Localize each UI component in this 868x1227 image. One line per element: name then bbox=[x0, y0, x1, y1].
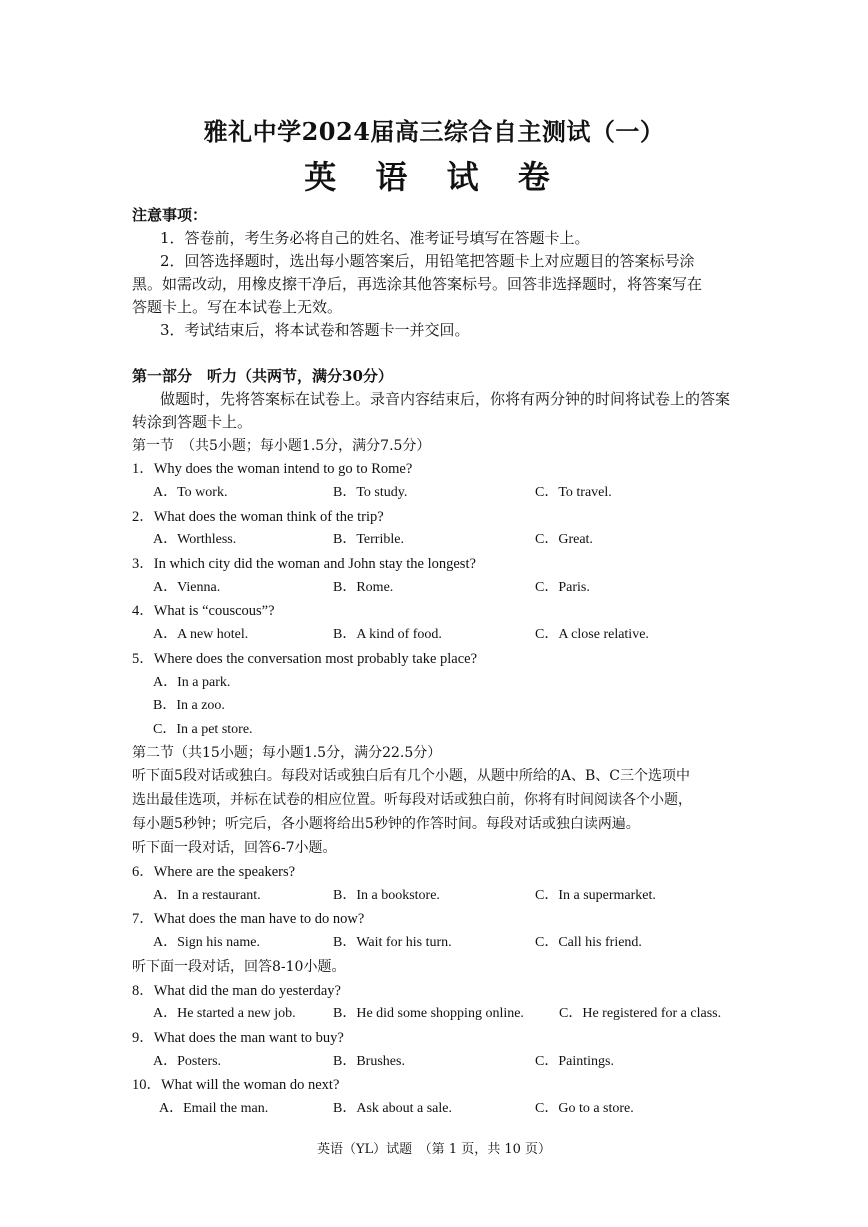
q9-option-a: A．Posters. bbox=[153, 1054, 222, 1069]
question-4: 4．What is “couscous”? bbox=[132, 603, 275, 619]
dialog-8-10-instruction: 听下面一段对话，回答8-10小题。 bbox=[132, 959, 346, 975]
notice-item-3: 3．考试结束后，将本试卷和答题卡一并交回。 bbox=[160, 321, 470, 339]
part1-heading: 第一部分 听力（共两节，满分30分） bbox=[132, 367, 393, 385]
section2-intro-line-2: 选出最佳选项，并标在试卷的相应位置。听每段对话或独白前，你将有时间阅读各个小题， bbox=[132, 792, 692, 808]
q6-option-c: C．In a supermarket. bbox=[535, 888, 656, 903]
q9-option-c: C．Paintings. bbox=[535, 1054, 614, 1069]
q4-option-c: C．A close relative. bbox=[535, 627, 649, 642]
q8-option-b: B．He did some shopping online. bbox=[333, 1006, 524, 1021]
notice-heading: 注意事项： bbox=[132, 206, 208, 224]
part1-intro-line-1: 做题时，先将答案标在试卷上。录音内容结束后，你将有两分钟的时间将试卷上的答案 bbox=[160, 390, 731, 408]
q1-option-a: A．To work. bbox=[153, 485, 228, 500]
q6-option-a: A．In a restaurant. bbox=[153, 888, 261, 903]
exam-title: 雅礼中学2024届高三综合自主测试（一） bbox=[203, 117, 665, 146]
q2-option-b: B．Terrible. bbox=[333, 532, 404, 547]
question-5: 5．Where does the conversation most probably take place? bbox=[132, 651, 478, 667]
question-3: 3．In which city did the woman and John stay the longest? bbox=[132, 556, 476, 572]
notice-item-2-line-2: 黑。如需改动，用橡皮擦干净后，再选涂其他答案标号。回答非选择题时，将答案写在 bbox=[132, 275, 703, 293]
notice-item-2-line-3: 答题卡上。写在本试卷上无效。 bbox=[132, 298, 343, 316]
question-10: 10．What will the woman do next? bbox=[132, 1077, 340, 1093]
question-7: 7．What does the man have to do now? bbox=[132, 911, 365, 927]
question-6: 6．Where are the speakers? bbox=[132, 864, 296, 880]
exam-subject-title: 英 语 试 卷 bbox=[304, 158, 564, 196]
section1-heading: 第一节 （共5小题；每小题1.5分，满分7.5分） bbox=[132, 438, 431, 454]
q1-option-c: C．To travel. bbox=[535, 485, 612, 500]
q5-option-a: A．In a park. bbox=[153, 675, 231, 690]
q6-option-b: B．In a bookstore. bbox=[333, 888, 440, 903]
q3-option-c: C．Paris. bbox=[535, 580, 590, 595]
q8-option-a: A．He started a new job. bbox=[153, 1006, 296, 1021]
q3-option-a: A．Vienna. bbox=[153, 580, 221, 595]
question-8: 8．What did the man do yesterday? bbox=[132, 983, 341, 999]
section2-intro-line-3: 每小题5秒钟；听完后，各小题将给出5秒钟的作答时间。每段对话或独白读两遍。 bbox=[132, 816, 640, 832]
dialog-6-7-instruction: 听下面一段对话，回答6-7小题。 bbox=[132, 840, 337, 856]
question-1: 1．Why does the woman intend to go to Rome? bbox=[132, 461, 413, 477]
section2-heading: 第二节（共15小题；每小题1.5分，满分22.5分） bbox=[132, 745, 442, 761]
q7-option-a: A．Sign his name. bbox=[153, 935, 260, 950]
page-footer: 英语（YL）试题 （第 1 页，共 10 页） bbox=[316, 1142, 552, 1157]
q9-option-b: B．Brushes. bbox=[333, 1054, 405, 1069]
q1-option-b: B．To study. bbox=[333, 485, 408, 500]
q3-option-b: B．Rome. bbox=[333, 580, 394, 595]
part1-intro-line-2: 转涂到答题卡上。 bbox=[132, 413, 253, 431]
notice-item-2-line-1: 2．回答选择题时，选出每小题答案后，用铅笔把答题卡上对应题目的答案标号涂 bbox=[160, 252, 695, 270]
q10-option-b: B．Ask about a sale. bbox=[333, 1101, 452, 1116]
question-9: 9．What does the man want to buy? bbox=[132, 1030, 344, 1046]
q10-option-a: A．Email the man. bbox=[159, 1101, 269, 1116]
q5-option-b: B．In a zoo. bbox=[153, 698, 225, 713]
notice-item-1: 1．答卷前，考生务必将自己的姓名、准考证号填写在答题卡上。 bbox=[160, 229, 590, 247]
section2-intro-line-1: 听下面5段对话或独白。每段对话或独白后有几个小题，从题中所给的A、B、C三个选项中 bbox=[132, 768, 691, 784]
question-2: 2．What does the woman think of the trip? bbox=[132, 509, 384, 525]
q7-option-b: B．Wait for his turn. bbox=[333, 935, 452, 950]
q4-option-a: A．A new hotel. bbox=[153, 627, 249, 642]
q8-option-c: C．He registered for a class. bbox=[559, 1006, 722, 1021]
q2-option-c: C．Great. bbox=[535, 532, 593, 547]
q5-option-c: C．In a pet store. bbox=[153, 722, 253, 737]
q7-option-c: C．Call his friend. bbox=[535, 935, 642, 950]
q4-option-b: B．A kind of food. bbox=[333, 627, 442, 642]
q2-option-a: A．Worthless. bbox=[153, 532, 237, 547]
q10-option-c: C．Go to a store. bbox=[535, 1101, 634, 1116]
